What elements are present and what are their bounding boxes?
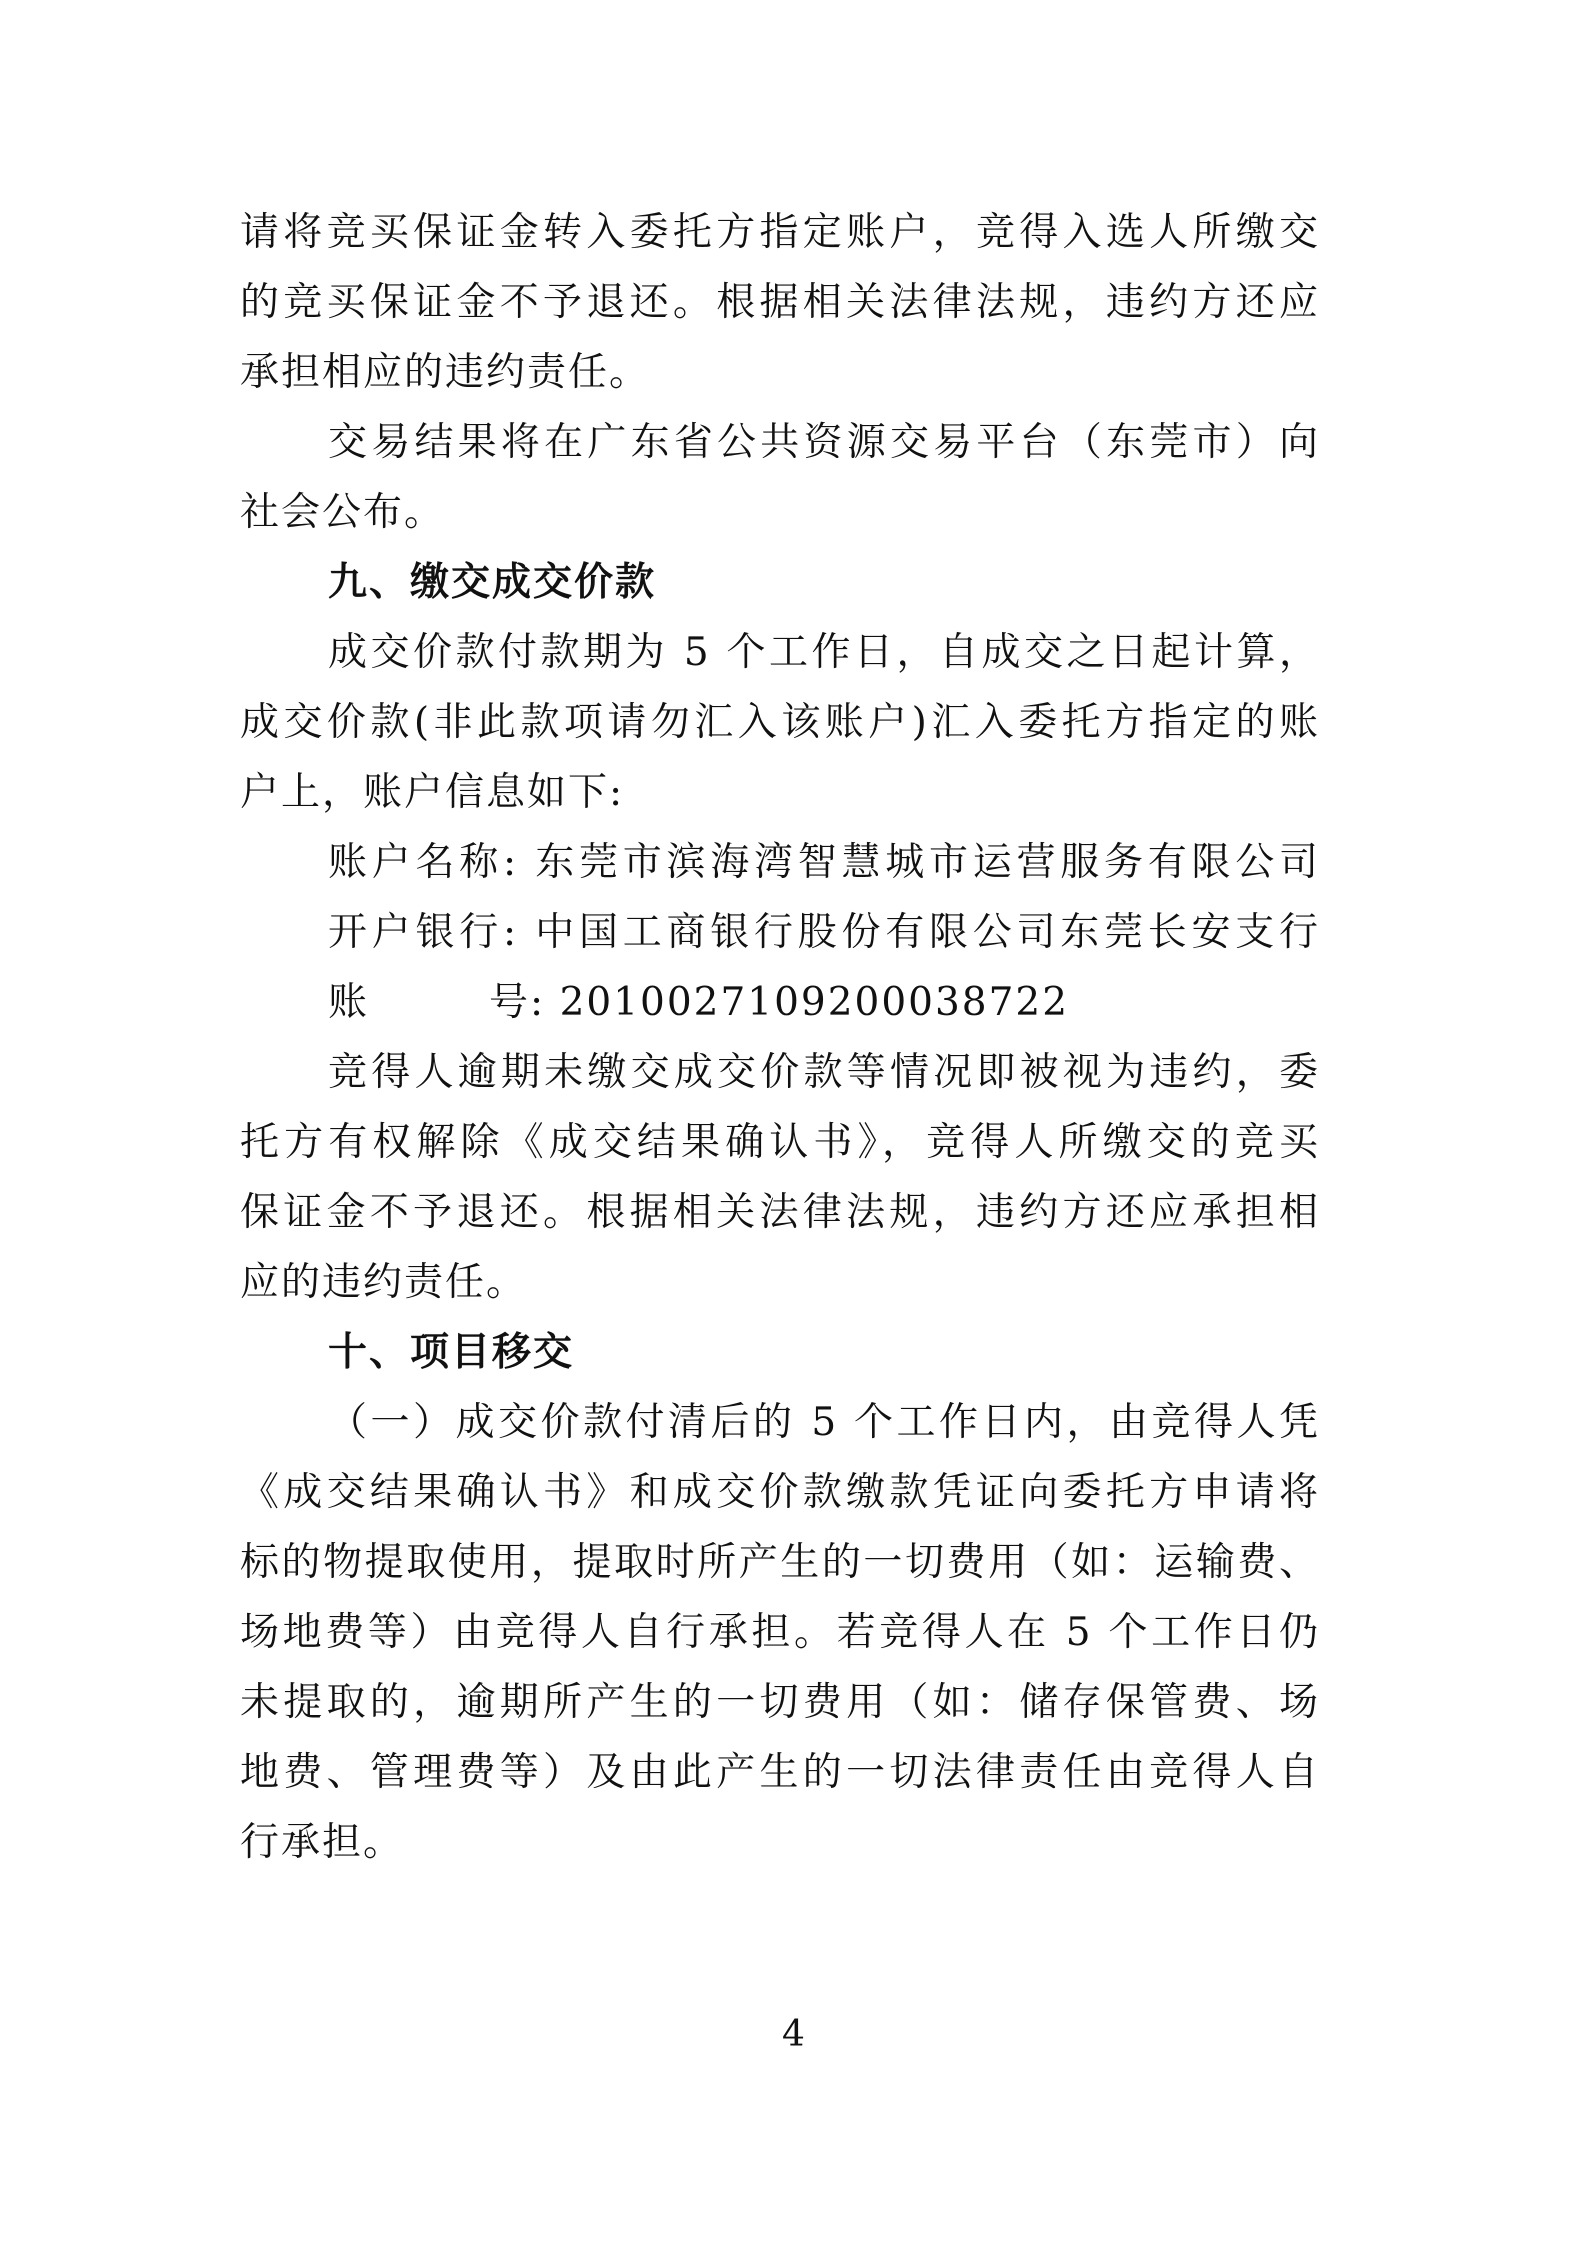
account-bank-value: 中国工商银行股份有限公司东莞长安支行 bbox=[535, 910, 1320, 955]
paragraph-line: 成交价款付款期为 5 个工作日，自成交之日起计算， bbox=[328, 630, 1320, 675]
paragraph-line: 托方有权解除《成交结果确认书》，竞得人所缴交的竞买 bbox=[240, 1120, 1320, 1165]
page-number: 4 bbox=[782, 2014, 805, 2055]
section-heading-9: 九、缴交成交价款 bbox=[328, 560, 657, 605]
paragraph-line: 的竞买保证金不予退还。根据相关法律法规，违约方还应 bbox=[240, 280, 1320, 325]
account-number-row bbox=[240, 968, 1320, 1038]
paragraph-line: 未提取的，逾期所产生的一切费用（如：储存保管费、场 bbox=[240, 1680, 1320, 1725]
paragraph-line: 标的物提取使用，提取时所产生的一切费用（如：运输费、 bbox=[240, 1540, 1320, 1585]
account-number-value: 2010027109200038722 bbox=[559, 980, 1070, 1025]
paragraph-line: 请将竞买保证金转入委托方指定账户，竞得入选人所缴交 bbox=[240, 210, 1320, 255]
document-body bbox=[240, 198, 1320, 1878]
paragraph-line: 户上，账户信息如下: bbox=[240, 770, 625, 815]
paragraph-line: 《成交结果确认书》和成交价款缴款凭证向委托方申请将 bbox=[240, 1470, 1320, 1515]
paragraph-line: 交易结果将在广东省公共资源交易平台（东莞市）向 bbox=[328, 420, 1320, 465]
paragraph-line: 社会公布。 bbox=[240, 490, 446, 535]
account-name-row bbox=[240, 828, 1320, 898]
account-number-label-part2: 号: bbox=[489, 980, 546, 1025]
paragraph-line: （一）成交价款付清后的 5 个工作日内，由竞得人凭 bbox=[328, 1400, 1320, 1445]
paragraph-line: 承担相应的违约责任。 bbox=[240, 350, 651, 395]
account-bank-label: 开户银行: bbox=[328, 910, 519, 955]
account-bank-row bbox=[240, 898, 1320, 968]
paragraph-line: 行承担。 bbox=[240, 1820, 405, 1865]
paragraph-line: 成交价款(非此款项请勿汇入该账户)汇入委托方指定的账 bbox=[240, 700, 1320, 745]
account-name-label: 账户名称: bbox=[328, 840, 519, 885]
section-heading-10: 十、项目移交 bbox=[328, 1330, 575, 1375]
account-number-label-part1: 账 bbox=[328, 980, 370, 1025]
paragraph-line: 保证金不予退还。根据相关法律法规，违约方还应承担相 bbox=[240, 1190, 1320, 1235]
paragraph-line: 竞得人逾期未缴交成交价款等情况即被视为违约，委 bbox=[328, 1050, 1320, 1095]
account-name-value: 东莞市滨海湾智慧城市运营服务有限公司 bbox=[535, 840, 1320, 885]
paragraph-line: 场地费等）由竞得人自行承担。若竞得人在 5 个工作日仍 bbox=[240, 1610, 1320, 1655]
paragraph-line: 地费、管理费等）及由此产生的一切法律责任由竞得人自 bbox=[240, 1750, 1320, 1795]
paragraph-line: 应的违约责任。 bbox=[240, 1260, 528, 1305]
